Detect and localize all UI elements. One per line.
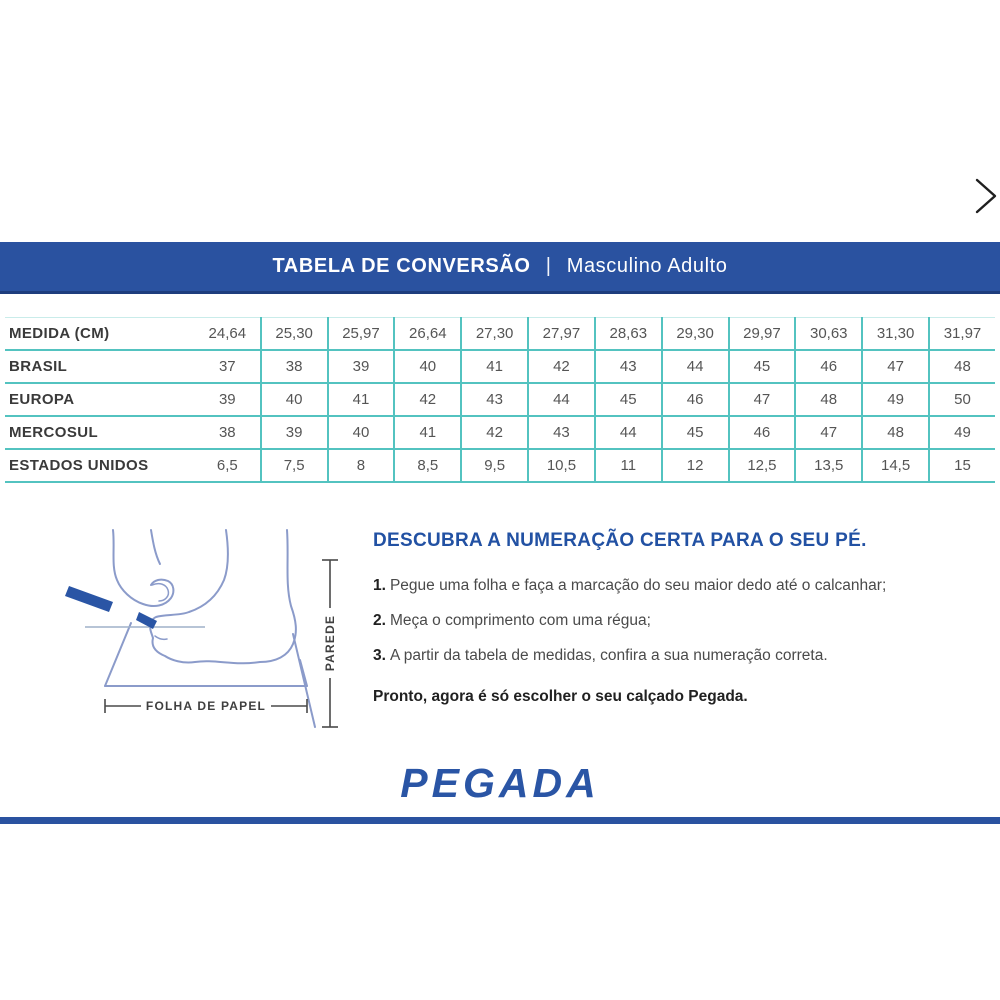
title-main: TABELA DE CONVERSÃO [272,255,531,277]
table-row [5,383,995,416]
size-cell: 48 [862,416,929,449]
size-cell: 39 [328,350,395,383]
size-cell: 14,5 [862,449,929,482]
size-cell: 40 [394,350,461,383]
size-cell: 24,64 [208,325,247,342]
size-cell: 46 [662,383,729,416]
size-cell: 11 [595,449,662,482]
step-number: 2. [373,611,386,629]
size-cell: 12 [662,449,729,482]
foot-measuring-diagram [55,528,355,740]
row-label: BRASIL [9,358,68,375]
size-cell: 41 [461,350,528,383]
table-row [5,416,995,449]
row-label: MERCOSUL [9,424,99,441]
wall-line [293,634,315,727]
size-cell: 8,5 [394,449,461,482]
size-cell: 40 [328,416,395,449]
header-bar [0,242,1000,294]
size-cell: 47 [795,416,862,449]
step-text: Pegue uma folha e faça a marcação do seu maior dedo até o calcanhar; [389,577,887,594]
next-button[interactable] [973,177,999,215]
size-cell: 39 [261,416,328,449]
size-cell: 44 [662,350,729,383]
size-cell: 45 [662,416,729,449]
size-cell: 28,63 [595,318,662,351]
size-cell: 31,30 [862,318,929,351]
size-cell: 40 [261,383,328,416]
size-cell: 27,30 [461,318,528,351]
size-cell: 26,64 [394,318,461,351]
size-cell: 49 [929,416,995,449]
row-label: MEDIDA (CM) [9,325,110,342]
size-cell: 13,5 [795,449,862,482]
size-cell: 8 [328,449,395,482]
size-cell: 38 [218,424,236,441]
size-cell: 46 [729,416,796,449]
instructions-steps [373,576,963,667]
size-cell: 42 [461,416,528,449]
bottom-divider [0,817,1000,824]
size-cell: 41 [328,383,395,416]
finger-detail [152,584,168,601]
size-cell: 37 [218,358,236,375]
size-cell: 47 [862,350,929,383]
instruction-step [373,576,963,597]
size-cell: 43 [528,416,595,449]
instructions-closing: Pronto, agora é só escolher o seu calçado Pegada. [373,687,748,705]
brand-wordmark: PEGADA [400,760,600,806]
table-row [5,350,995,383]
pen-body [65,586,113,612]
hand-outline [113,530,173,606]
row-label: ESTADOS UNIDOS [9,457,149,474]
instructions-panel [373,530,963,706]
size-cell: 42 [394,383,461,416]
size-cell: 9,5 [461,449,528,482]
size-cell: 10,5 [528,449,595,482]
size-cell: 25,30 [261,318,328,351]
size-cell: 41 [394,416,461,449]
size-conversion-table [5,317,995,483]
size-cell: 47 [729,383,796,416]
size-cell: 29,97 [729,318,796,351]
size-cell: 6,5 [216,457,238,474]
step-text: Meça o comprimento com uma régua; [389,611,651,629]
wrist-line [151,530,160,564]
size-cell: 7,5 [261,449,328,482]
size-cell: 44 [595,416,662,449]
size-cell: 25,97 [328,318,395,351]
size-cell: 39 [218,391,236,408]
toe-detail [155,636,167,639]
size-cell: 44 [528,383,595,416]
size-cell: 30,63 [795,318,862,351]
step-text: A partir da tabela de medidas, confira a sua numeração correta. [389,646,828,664]
size-cell: 45 [595,383,662,416]
title-separator: | [545,255,552,277]
size-cell: 38 [261,350,328,383]
chevron-right-icon [973,177,999,215]
size-table-body [5,318,995,483]
size-cell: 43 [461,383,528,416]
instruction-step [373,646,963,667]
title-subtitle: Masculino Adulto [566,255,728,277]
size-cell: 27,97 [528,318,595,351]
size-cell: 50 [929,383,995,416]
size-cell: 31,97 [929,318,995,351]
size-cell: 43 [595,350,662,383]
step-number: 3. [373,646,386,664]
size-cell: 46 [795,350,862,383]
row-label: EUROPA [9,391,75,408]
brand-logo [0,760,1000,807]
size-cell: 48 [795,383,862,416]
size-cell: 12,5 [729,449,796,482]
page-title [272,255,727,278]
wall-label: PAREDE [323,614,337,672]
instructions-heading: DESCUBRA A NUMERAÇÃO CERTA PARA O SEU PÉ. [373,530,867,551]
size-cell: 15 [929,449,995,482]
size-cell: 29,30 [662,318,729,351]
table-row [5,318,995,351]
table-row [5,449,995,482]
paper-left-edge [105,623,131,686]
size-cell: 45 [729,350,796,383]
size-cell: 42 [528,350,595,383]
paper-label: FOLHA DE PAPEL [145,699,267,713]
size-cell: 48 [929,350,995,383]
size-cell: 49 [862,383,929,416]
instruction-step [373,611,963,632]
step-number: 1. [373,577,386,594]
